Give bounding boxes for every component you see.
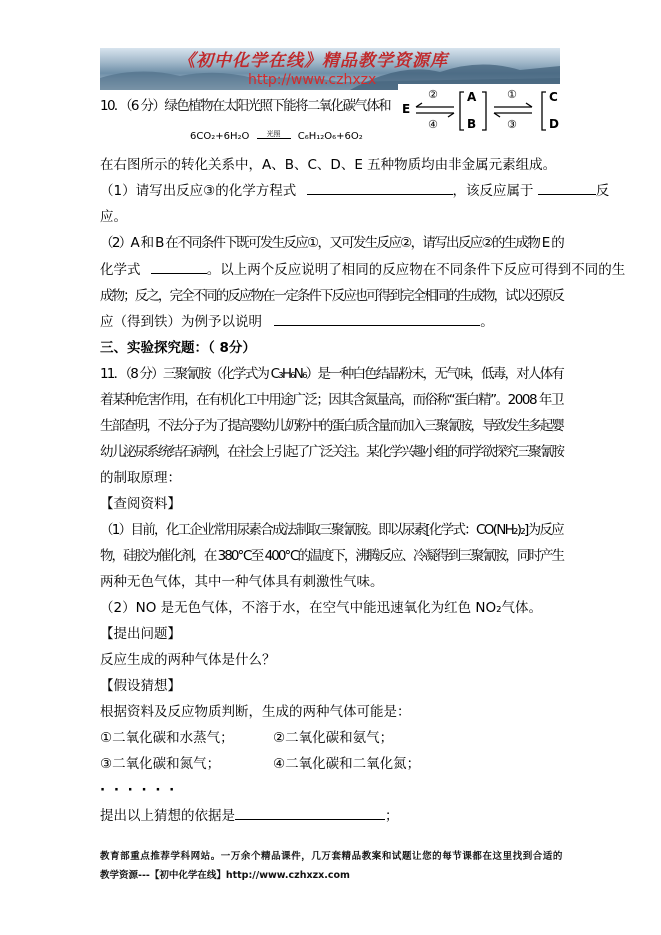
q10-intro: 10．（6 分）绿色植物在太阳光照下能将二氧化碳气体和 — [100, 98, 390, 114]
ellipsis-dots: · · · · · · — [100, 782, 177, 798]
hypothesis-1: ①二氧化碳和水蒸气； — [100, 730, 234, 746]
equation-reactants: 6CO₂+6H₂O — [190, 131, 250, 142]
basis-text: 提出以上猜想的依据是 — [100, 808, 235, 824]
label-c: C — [549, 90, 558, 104]
reference-2: （2）NO 是无色气体，不溶于水，在空气中能迅速氧化为红色 NO₂气体。 — [100, 600, 543, 616]
hypothesis-2: ②二氧化碳和氨气； — [273, 730, 394, 746]
basis-end: ； — [385, 808, 399, 824]
answer-blank[interactable] — [274, 313, 480, 326]
answer-blank[interactable] — [307, 182, 453, 195]
q11-line4: 幼儿泌尿系统结石病例，在社会上引起了广泛关注。某化学兴趣小组的同学欲探究三聚氰胺 — [100, 444, 563, 460]
label-r3: ③ — [507, 118, 517, 131]
photosynthesis-equation — [190, 128, 363, 146]
answer-blank[interactable] — [235, 807, 385, 820]
q10-part2-text: 化学式 — [100, 262, 141, 278]
reference-1a: （1）目前，化工企业常用尿素合成法制取三聚氰胺。即以尿素[化学式：CO(NH₂)₂]为反应 — [100, 522, 563, 538]
question-text: 反应生成的两种气体是什么？ — [100, 652, 276, 668]
label-a: A — [467, 90, 477, 104]
q10-part2-line2 — [100, 261, 625, 279]
q11-line3: 生部查明，不法分子为了提高婴幼儿奶粉中的蛋白质含量而加入三聚氰胺，导致发生多起婴 — [100, 418, 563, 434]
label-b: B — [467, 117, 477, 131]
q10-part2-line1: （2）A 和 B 在不同条件下既可发生反应①，又可发生反应②，请写出反应②的生成物 E 的 — [100, 235, 564, 251]
section3-title: 三、实验探究题：（ 8分） — [100, 340, 256, 356]
label-r2: ② — [428, 88, 438, 101]
answer-blank[interactable] — [151, 261, 207, 274]
q10-part1 — [100, 182, 609, 200]
conversion-diagram — [398, 84, 562, 138]
q10-part2-text2: 。以上两个反应说明了相同的反应物在不同条件下反应可得到不同的生 — [206, 262, 626, 278]
banner-url[interactable]: http://www.czhxzx — [248, 72, 377, 88]
q11-line5: 的制取原理： — [100, 470, 181, 486]
banner-title: 《初中化学在线》精品教学资源库 — [178, 51, 448, 71]
reference-1b: 物，硅胶为催化剂，在 380℃至 400℃的温度下，沸腾反应、冷凝得到三聚氰胺，同时产生 — [100, 548, 563, 564]
q10-part2-text3: 应（得到铁）为例予以说明 — [100, 314, 262, 330]
q10-part1-mid: ，该反应属于 — [452, 183, 534, 199]
hypothesis-3: ③二氧化碳和氮气； — [100, 756, 221, 772]
q10-part1-end: 反 — [595, 183, 610, 199]
hypothesis-4: ④二氧化碳和二氧化氮； — [273, 756, 421, 772]
answer-blank[interactable] — [538, 182, 596, 195]
label-r4: ④ — [428, 118, 438, 131]
q11-line2: 着某种危害作用，在有机化工中用途广泛；因其含氮量高，而俗称“蛋白精”。2008 年卫 — [100, 392, 563, 408]
heading-reference: 【查阅资料】 — [100, 496, 181, 512]
q11-line1: 11．（8 分）三聚氰胺（化学式为 C₃H₆N₆）是一种白色结晶粉末，无气味，低毒，对人体有 — [100, 366, 563, 382]
q10-part1-cont: 应。 — [100, 209, 127, 225]
q10-context: 在右图所示的转化关系中，A、B、C、D、E 五种物质均由非金属元素组成。 — [100, 157, 557, 173]
hypothesis-intro: 根据资料及反应物质判断，生成的两种气体可能是： — [100, 704, 411, 720]
equation-products: C₆H₁₂O₆+6O₂ — [297, 131, 363, 142]
label-r1: ① — [507, 88, 517, 101]
q10-part2-line3: 成物；反之，完全不同的反应物在一定条件下反应也可得到完全相同的生成物，试以还原反 — [100, 288, 563, 304]
label-d: D — [549, 117, 559, 131]
equation-condition: 光照 — [257, 130, 291, 139]
label-e: E — [402, 102, 411, 116]
q10-part2-end: 。 — [480, 314, 494, 330]
basis-line — [100, 807, 399, 825]
footer-line1: 教育部重点推荐学科网站。一万余个精品课件，几万套精品教案和试题让您的每节课都在这里找到合适的 — [100, 851, 563, 862]
heading-question: 【提出问题】 — [100, 626, 181, 642]
q10-part1-text: （1）请写出反应③的化学方程式 — [100, 183, 297, 199]
q10-part2-line4 — [100, 313, 494, 331]
footer-line2: 教学资源---【初中化学在线】http://www.czhxzx.com — [100, 870, 350, 881]
heading-hypothesis: 【假设猜想】 — [100, 678, 181, 694]
reference-1c: 两种无色气体，其中一种气体具有刺激性气味。 — [100, 574, 384, 590]
